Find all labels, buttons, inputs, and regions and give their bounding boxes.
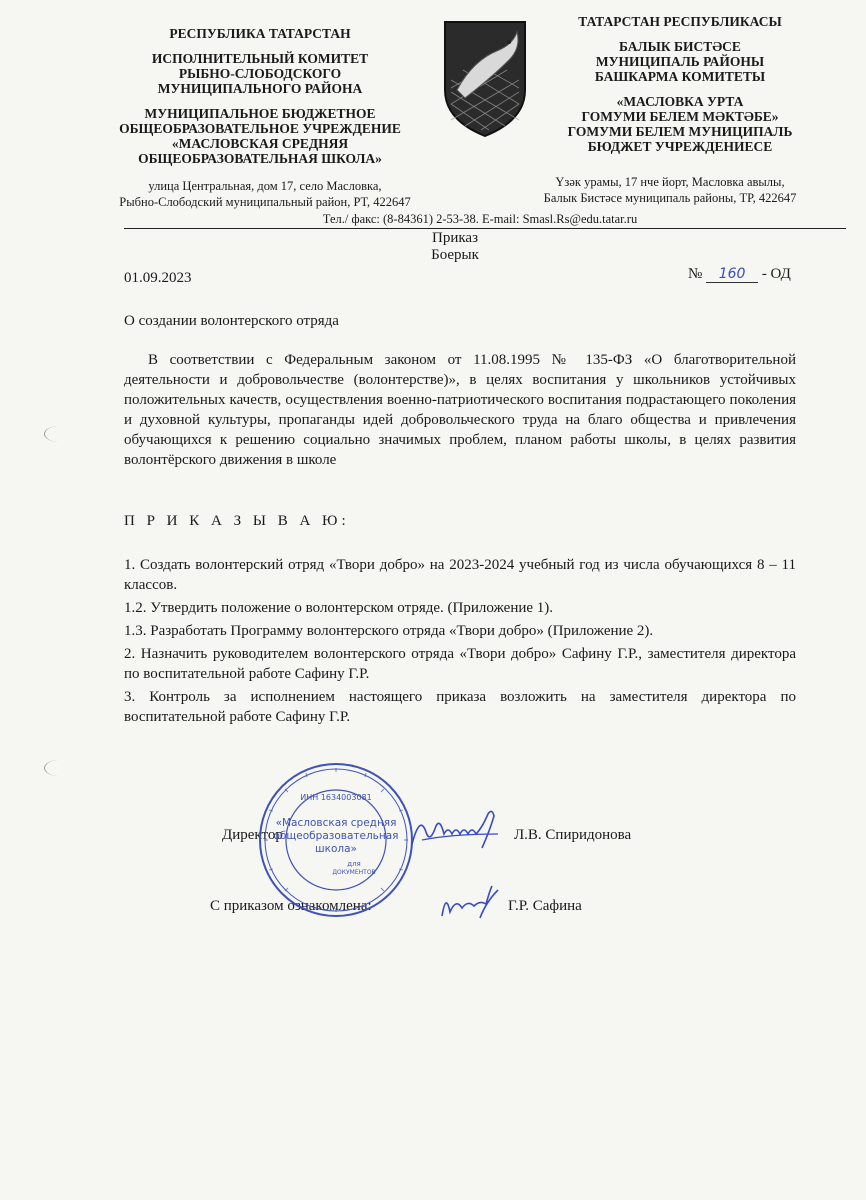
- order-item: 3. Контроль за исполнением настоящего приказа возложить на заместителя директора по воспитательной работе Сафину Г.Р.: [124, 689, 796, 725]
- acknowledgement-signature: [436, 882, 502, 922]
- director-signature: [402, 804, 502, 854]
- address-right: [500, 174, 840, 206]
- stamp-center-line3: школа»: [315, 843, 357, 855]
- number-prefix: №: [688, 266, 703, 282]
- school-tt-line4: БЮДЖЕТ УЧРЕЖДЕНИЕСЕ: [587, 139, 773, 154]
- school-stamp: [256, 760, 416, 920]
- preamble: [124, 350, 796, 470]
- school-tt-line3: ГОМУМИ БЕЛЕМ МУНИЦИПАЛЬ: [567, 124, 793, 139]
- order-items: [124, 555, 796, 730]
- document-date: 01.09.2023: [124, 270, 192, 286]
- contacts-line: Тел./ факс: (8-84361) 2-53-38. E-mail: Smasl.Rs@edu.tatar.ru: [322, 212, 638, 226]
- title-tt: Боерык: [431, 247, 479, 263]
- address-tt-line2: Балык Бистәсе муниципаль районы, ТР, 422647: [543, 191, 797, 205]
- acknowledgement-name: Г.Р. Сафина: [508, 898, 582, 914]
- number-handwritten: 160: [706, 266, 758, 283]
- document-number: [688, 266, 791, 283]
- stamp-center-line2: общеобразовательная: [273, 830, 399, 842]
- order-item: 1. Создать волонтерский отряд «Твори добро» на 2023-2024 учебный год из числа обучающихся 8 – 11 классов.: [124, 557, 796, 593]
- header-divider: [124, 228, 846, 229]
- address-ru-line1: улица Центральная, дом 17, село Масловка,: [148, 179, 382, 193]
- header-right: [510, 14, 850, 154]
- document-subject: О создании волонтерского отряда: [124, 313, 339, 329]
- order-item: 2. Назначить руководителем волонтерского отряда «Твори добро» Сафину Г.Р., заместителя директора по воспитательной работе Сафину Г.Р.: [124, 646, 796, 682]
- punch-hole-mark: [44, 426, 73, 442]
- committee-ru-line1: ИСПОЛНИТЕЛЬНЫЙ КОМИТЕТ: [151, 51, 369, 66]
- stamp-center-line5: ДОКУМЕНТОВ: [332, 869, 376, 876]
- address-tt-line1: Үзәк урамы, 17 нче йорт, Масловка авылы,: [555, 175, 785, 189]
- school-ru-line2: ОБЩЕОБРАЗОВАТЕЛЬНОЕ УЧРЕЖДЕНИЕ: [119, 121, 401, 136]
- stamp-inn: ИНН 1634003081: [300, 793, 372, 802]
- header-left: [80, 26, 440, 166]
- committee-tt-line1: БАЛЫК БИСТӘСЕ: [619, 39, 741, 54]
- title-ru: Приказ: [431, 230, 478, 246]
- school-ru-line1: МУНИЦИПАЛЬНОЕ БЮДЖЕТНОЕ: [144, 106, 376, 121]
- address-ru-line2: Рыбно-Слободский муниципальный район, РТ, 422647: [119, 195, 411, 209]
- address-left: [80, 178, 450, 210]
- school-tt-line2: ГОМУМИ БЕЛЕМ МӘКТӘБЕ»: [581, 109, 779, 124]
- school-ru-line3: «МАСЛОВСКАЯ СРЕДНЯЯ: [171, 136, 349, 151]
- director-label: Директор: [222, 827, 283, 843]
- school-ru-line4: ОБЩЕОБРАЗОВАТЕЛЬНАЯ ШКОЛА»: [138, 151, 382, 166]
- punch-hole-mark: [44, 760, 73, 776]
- coat-of-arms-emblem: [443, 20, 527, 138]
- committee-tt-line2: МУНИЦИПАЛЬ РАЙОНЫ: [595, 54, 765, 69]
- document-title: [410, 230, 500, 264]
- republic-tt: ТАТАРСТАН РЕСПУБЛИКАСЫ: [578, 14, 782, 29]
- order-item: 1.2. Утвердить положение о волонтерском отряде. (Приложение 1).: [124, 600, 554, 616]
- committee-ru-line2: РЫБНО-СЛОБОДСКОГО: [178, 66, 342, 81]
- republic-ru: РЕСПУБЛИКА ТАТАРСТАН: [169, 26, 351, 41]
- order-heading: П Р И К А З Ы В А Ю:: [124, 513, 350, 529]
- stamp-center-line1: «Масловская средняя: [275, 817, 397, 829]
- stamp-center-line4: для: [347, 860, 361, 868]
- order-item: 1.3. Разработать Программу волонтерского отряда «Твори добро» (Приложение 2).: [124, 623, 654, 639]
- acknowledgement-label: С приказом ознакомлена:: [210, 898, 372, 914]
- school-tt-line1: «МАСЛОВКА УРТА: [616, 94, 744, 109]
- director-name: Л.В. Спиридонова: [514, 827, 632, 843]
- number-suffix: - ОД: [761, 266, 791, 282]
- committee-ru-line3: МУНИЦИПАЛЬНОГО РАЙОНА: [157, 81, 363, 96]
- committee-tt-line3: БАШКАРМА КОМИТЕТЫ: [594, 69, 766, 84]
- preamble-text: В соответствии с Федеральным законом от 11.08.1995 № 135-ФЗ «О благотворительной деятельности и добровольчестве (волонтерстве)», в целях воспитания у школьников устойчивых положительных качеств, осуществления военно-патриотического воспитания подрастающего поколения и духовной культуры, пропаганды идей добровольческого труда на благо общества и привлечения обучающихся к решению социально значимых проблем, планом работы школы, в целях развития волонтёрского движения в школе: [124, 352, 796, 468]
